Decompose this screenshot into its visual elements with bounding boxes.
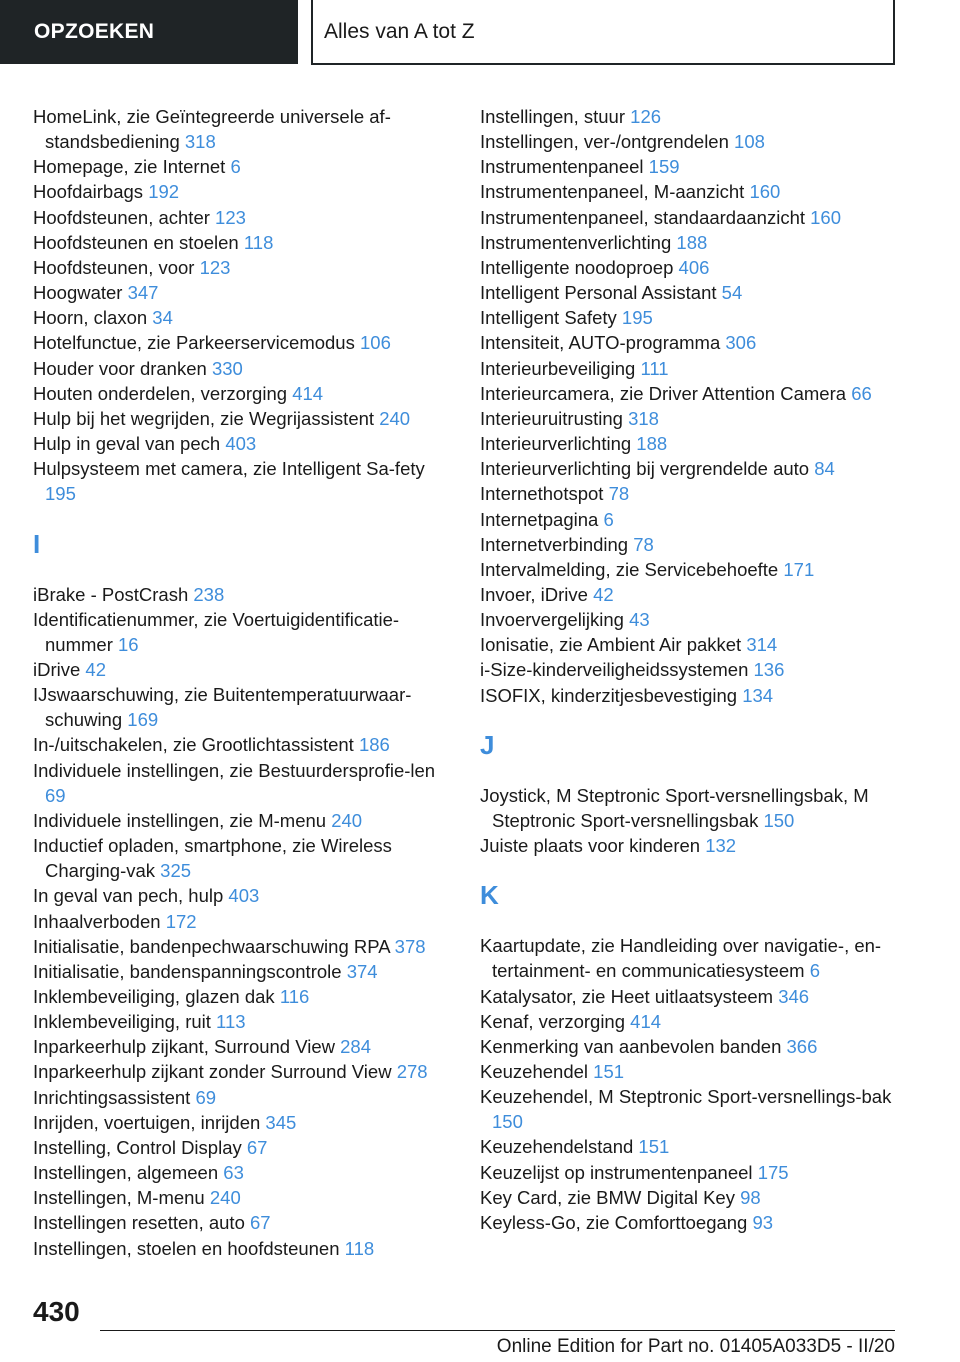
index-entry xyxy=(33,154,443,179)
index-entry-text: Intelligente noodoproep xyxy=(480,256,674,278)
page-reference-link[interactable]: 160 xyxy=(749,181,781,203)
index-entry-text: Hotelfunctue, zie Parkeerservicemodus xyxy=(33,332,355,354)
index-entry-text: Joystick, M Steptronic Sport-versnellingsbak, M Steptronic Sport-versnellingsbak xyxy=(480,784,869,831)
page-reference-link[interactable]: 159 xyxy=(648,156,680,178)
index-entry xyxy=(33,1236,443,1261)
index-entry-text: Instelling, Control Display xyxy=(33,1136,242,1158)
index-entry-text: Instrumentenpaneel xyxy=(480,156,644,178)
page-reference-link[interactable]: 240 xyxy=(379,407,411,429)
index-entry xyxy=(33,1210,443,1235)
index-entry xyxy=(480,305,900,330)
index-entry-text: In geval van pech, hulp xyxy=(33,885,224,907)
index-entry-text: Interieuruitrusting xyxy=(480,407,623,429)
index-entry-text: Hulp bij het wegrijden, zie Wegrijassistent xyxy=(33,407,375,429)
index-entry xyxy=(33,406,443,431)
index-entry xyxy=(480,1059,900,1084)
index-entry xyxy=(33,356,443,381)
index-entry xyxy=(33,833,443,883)
page-reference-link[interactable]: 123 xyxy=(215,206,246,228)
page-reference-link[interactable]: 186 xyxy=(358,734,390,756)
header-tab xyxy=(0,0,298,64)
index-entry-text: Hoofdsteunen, achter xyxy=(33,206,210,228)
index-entry xyxy=(33,104,443,154)
page-reference-link[interactable]: 347 xyxy=(127,282,159,304)
index-entry-text: Houder voor dranken xyxy=(33,357,207,379)
page-reference-link[interactable]: 151 xyxy=(638,1136,670,1158)
index-entry xyxy=(480,657,900,682)
index-column-left xyxy=(33,104,443,1261)
index-entry-text: Kaartupdate, zie Handleiding over navigatie-, en‐tertainment- en communicatiesysteem xyxy=(480,935,882,982)
index-entry xyxy=(480,154,900,179)
index-entry-text: Intervalmelding, zie Servicebehoefte xyxy=(480,558,779,580)
index-entry xyxy=(480,1210,900,1235)
index-entry xyxy=(33,230,443,255)
page-reference-link[interactable]: 169 xyxy=(127,709,159,731)
page-reference-link[interactable]: 108 xyxy=(734,131,765,153)
index-entry-text: Keyless-Go, zie Comforttoegang xyxy=(480,1211,748,1233)
page-reference-link[interactable]: 134 xyxy=(742,684,774,706)
page-reference-link[interactable]: 306 xyxy=(725,332,757,354)
index-entry-text: Inrichtingsassistent xyxy=(33,1086,191,1108)
index-entry xyxy=(480,783,900,833)
index-entry xyxy=(33,1085,443,1110)
page-reference-link[interactable]: 16 xyxy=(118,633,139,655)
page-reference-link[interactable]: 66 xyxy=(851,382,872,404)
page-reference-link[interactable]: 118 xyxy=(344,1237,375,1259)
page-reference-link[interactable]: 67 xyxy=(250,1212,271,1234)
index-entry xyxy=(480,833,900,858)
index-entry-text: Keuzelijst op instrumentenpaneel xyxy=(480,1161,753,1183)
page-reference-link[interactable]: 126 xyxy=(630,106,662,127)
index-entry xyxy=(33,205,443,230)
index-entry-text: Houten onderdelen, verzorging xyxy=(33,382,288,404)
page-reference-link[interactable]: 111 xyxy=(640,357,669,379)
index-entry xyxy=(33,255,443,280)
index-entry xyxy=(480,481,900,506)
index-entry xyxy=(33,1185,443,1210)
page-reference-link[interactable]: 195 xyxy=(45,483,76,505)
index-entry-text: ISOFIX, kinderzitjesbevestiging xyxy=(480,684,738,706)
index-entry-text: Keuzehendel, M Steptronic Sport-versnellings‐bak xyxy=(480,1086,892,1108)
index-entry-text: Initialisatie, bandenpechwaarschuwing RPA xyxy=(33,935,390,957)
index-entry xyxy=(33,1034,443,1059)
page-reference-link[interactable]: 240 xyxy=(209,1187,241,1209)
index-entry-text: Kenmerking van aanbevolen banden xyxy=(480,1035,782,1057)
index-entry-text: Inparkeerhulp zijkant, Surround View xyxy=(33,1036,335,1058)
page-reference-link[interactable]: 346 xyxy=(778,985,810,1007)
index-entry xyxy=(33,280,443,305)
index-entry xyxy=(480,683,900,708)
page-reference-link[interactable]: 116 xyxy=(279,986,310,1007)
index-column-right xyxy=(480,104,900,1235)
index-entry-text: Inklembeveiliging, glazen dak xyxy=(33,986,275,1007)
index-entry xyxy=(480,1185,900,1210)
page-reference-link[interactable]: 325 xyxy=(160,860,192,882)
page-reference-link[interactable]: 63 xyxy=(223,1162,244,1184)
page-reference-link[interactable]: 132 xyxy=(705,835,737,857)
index-entry xyxy=(33,1009,443,1034)
index-entry-text: Initialisatie, bandenspanningscontrole xyxy=(33,960,342,982)
index-entry-text: Inklembeveiliging, ruit xyxy=(33,1011,211,1033)
index-letter-heading: I xyxy=(33,528,41,559)
index-entry-text: In-/uitschakelen, zie Grootlichtassistent xyxy=(33,734,354,756)
index-entry xyxy=(33,758,443,808)
index-entry-text: Inductief opladen, smartphone, zie Wireless Charging-vak xyxy=(33,835,392,882)
index-entry xyxy=(480,406,900,431)
page-reference-link[interactable]: 171 xyxy=(783,558,815,580)
index-entry xyxy=(33,607,443,657)
index-entry-text: Interieurverlichting xyxy=(480,433,632,455)
index-entry xyxy=(480,431,900,456)
index-entry-text: Keuzehendelstand xyxy=(480,1136,634,1158)
page-reference-link[interactable]: 414 xyxy=(292,382,324,404)
index-entry-text: iBrake - PostCrash xyxy=(33,583,189,605)
index-entry xyxy=(480,280,900,305)
page-reference-link[interactable]: 406 xyxy=(678,256,710,278)
header-tab-label: OPZOEKEN xyxy=(34,20,155,43)
page-reference-link[interactable]: 172 xyxy=(165,910,197,932)
index-entry xyxy=(480,1034,900,1059)
page-reference-link[interactable]: 314 xyxy=(746,634,778,656)
page-reference-link[interactable]: 84 xyxy=(814,458,835,480)
index-entry xyxy=(480,255,900,280)
page-reference-link[interactable]: 378 xyxy=(394,935,426,957)
index-entry xyxy=(480,507,900,532)
index-entry xyxy=(33,682,443,732)
page-number: 430 xyxy=(33,1296,80,1327)
index-entry-text: Instellingen, algemeen xyxy=(33,1162,219,1184)
index-entry-text: Instellingen, M-menu xyxy=(33,1187,205,1209)
page-reference-link[interactable]: 150 xyxy=(763,809,795,831)
page-reference-link[interactable]: 42 xyxy=(85,658,106,680)
index-entry xyxy=(33,883,443,908)
index-entry-text: Individuele instellingen, zie Bestuurdersprofie‐len xyxy=(33,759,436,781)
index-entry-text: Hoorn, claxon xyxy=(33,307,148,329)
index-entry xyxy=(480,356,900,381)
index-entry xyxy=(480,179,900,204)
page-reference-link[interactable]: 278 xyxy=(396,1061,428,1083)
page-reference-link[interactable]: 403 xyxy=(228,885,260,907)
index-entry xyxy=(480,456,900,481)
index-entry xyxy=(33,179,443,204)
index-entry-text: Instrumentenpaneel, standaardaanzicht xyxy=(480,206,805,228)
index-entry-text: Hulpsysteem met camera, zie Intelligent Sa‐fety xyxy=(33,458,425,480)
index-entry xyxy=(480,104,900,129)
page-reference-link[interactable]: 175 xyxy=(757,1161,789,1183)
page-reference-link[interactable]: 106 xyxy=(360,332,391,354)
page-reference-link[interactable]: 6 xyxy=(230,156,241,178)
index-entry-text: Instellingen, ver-/ontgrendelen xyxy=(480,131,729,153)
index-entry xyxy=(33,1160,443,1185)
index-entry-text: Hoofdsteunen en stoelen xyxy=(33,231,239,253)
index-entry-text: Homepage, zie Internet xyxy=(33,156,226,178)
section-title: Alles van A tot Z xyxy=(324,20,475,43)
page-reference-link[interactable]: 93 xyxy=(752,1211,774,1233)
page-reference-link[interactable]: 43 xyxy=(629,609,650,631)
index-entry xyxy=(33,330,443,355)
index-entry-text: Inhaalverboden xyxy=(33,910,161,932)
index-entry xyxy=(33,1135,443,1160)
page-reference-link[interactable]: 78 xyxy=(608,483,630,505)
index-entry xyxy=(33,305,443,330)
page-reference-link[interactable]: 192 xyxy=(148,181,180,203)
index-entry xyxy=(480,1160,900,1185)
index-entry-text: Instrumentenpaneel, M-aanzicht xyxy=(480,181,745,203)
footer-edition-text: Online Edition for Part no. 01405A033D5 - II/20 xyxy=(496,1336,895,1357)
page-reference-link[interactable]: 151 xyxy=(593,1061,625,1082)
index-entry-text: Internetverbinding xyxy=(480,533,629,555)
index-entry-text: Internetpagina xyxy=(480,508,599,530)
page-reference-link[interactable]: 188 xyxy=(676,231,708,253)
index-entry-text: Inparkeerhulp zijkant zonder Surround View xyxy=(33,1061,392,1083)
page-reference-link[interactable]: 118 xyxy=(243,231,274,253)
index-entry-text: Interieurbeveiliging xyxy=(480,357,636,379)
footer-divider xyxy=(100,1330,895,1331)
header-divider-left xyxy=(311,0,313,64)
index-entry xyxy=(33,1059,443,1084)
index-entry xyxy=(480,381,900,406)
index-entry xyxy=(33,1110,443,1135)
index-entry-text: Intelligent Personal Assistant xyxy=(480,282,717,304)
index-entry-text: Internethotspot xyxy=(480,483,604,505)
page-reference-link[interactable]: 403 xyxy=(225,433,257,455)
index-entry-text: Kenaf, verzorging xyxy=(480,1010,626,1032)
index-entry-text: Juiste plaats voor kinderen xyxy=(480,835,701,857)
index-entry xyxy=(480,532,900,557)
page-reference-link[interactable]: 67 xyxy=(246,1136,268,1158)
page-reference-link[interactable]: 6 xyxy=(603,508,614,530)
page-reference-link[interactable]: 238 xyxy=(193,583,225,605)
page-reference-link[interactable]: 123 xyxy=(199,256,231,278)
page-reference-link[interactable]: 318 xyxy=(184,131,216,153)
page-reference-link[interactable]: 42 xyxy=(593,583,614,605)
index-entry-text: HomeLink, zie Geïntegreerde universele af‐standsbediening xyxy=(33,106,391,153)
page-reference-link[interactable]: 330 xyxy=(211,357,243,379)
page-reference-link[interactable]: 78 xyxy=(633,533,654,555)
page-reference-link[interactable]: 98 xyxy=(740,1186,761,1208)
index-entry xyxy=(480,1134,900,1159)
index-entry xyxy=(33,984,443,1009)
page-reference-link[interactable]: 6 xyxy=(809,960,821,982)
index-entry-text: Hoofdairbags xyxy=(33,181,144,203)
page-reference-link[interactable]: 69 xyxy=(195,1086,217,1108)
page-reference-link[interactable]: 160 xyxy=(810,206,842,228)
index-entry xyxy=(33,732,443,757)
page-reference-link[interactable]: 136 xyxy=(753,659,785,681)
index-entry xyxy=(480,230,900,255)
index-entry-text: Interieurverlichting bij vergrendelde auto xyxy=(480,458,810,480)
index-entry-text: Instellingen resetten, auto xyxy=(33,1212,245,1234)
index-entry xyxy=(480,632,900,657)
index-entry-text: Interieurcamera, zie Driver Attention Camera xyxy=(480,382,847,404)
index-entry xyxy=(480,984,900,1009)
page-reference-link[interactable]: 113 xyxy=(216,1011,246,1033)
index-entry-text: Individuele instellingen, zie M-menu xyxy=(33,809,327,831)
index-letter-heading: K xyxy=(480,880,499,911)
index-entry xyxy=(480,557,900,582)
page-reference-link[interactable]: 54 xyxy=(721,282,743,304)
index-entry-text: Hoogwater xyxy=(33,282,123,304)
index-entry xyxy=(480,1084,900,1134)
index-entry-text: Instellingen, stoelen en hoofdsteunen xyxy=(33,1237,340,1259)
index-entry-text: Inrijden, voertuigen, inrijden xyxy=(33,1111,261,1133)
index-entry-text: Invoer, iDrive xyxy=(480,583,588,605)
index-entry-text: Instrumentenverlichting xyxy=(480,231,672,253)
index-entry-text: Hoofdsteunen, voor xyxy=(33,256,195,278)
index-entry xyxy=(33,959,443,984)
page-reference-link[interactable]: 284 xyxy=(340,1036,372,1058)
index-entry-text: iDrive xyxy=(33,658,81,680)
page-reference-link[interactable]: 188 xyxy=(636,433,668,455)
index-entry xyxy=(33,909,443,934)
index-entry xyxy=(480,330,900,355)
page-reference-link[interactable]: 345 xyxy=(265,1111,297,1133)
index-entry-text: Katalysator, zie Heet uitlaatsysteem xyxy=(480,985,774,1007)
index-entry xyxy=(33,456,443,506)
index-entry xyxy=(480,933,900,983)
index-entry-text: Keuzehendel xyxy=(480,1061,589,1082)
index-entry xyxy=(33,431,443,456)
index-entry xyxy=(480,129,900,154)
page-reference-link[interactable]: 150 xyxy=(492,1111,523,1133)
page-reference-link[interactable]: 414 xyxy=(630,1010,662,1032)
index-entry-text: Identificatienummer, zie Voertuigidentificatie‐nummer xyxy=(33,608,400,655)
index-entry-text: Intensiteit, AUTO-programma xyxy=(480,332,721,354)
page-reference-link[interactable]: 34 xyxy=(152,307,173,329)
header-divider-right xyxy=(893,0,895,64)
index-entry-text: Hulp in geval van pech xyxy=(33,433,221,455)
index-entry-text: Invoervergelijking xyxy=(480,609,624,631)
index-entry xyxy=(33,934,443,959)
index-entry xyxy=(33,381,443,406)
index-entry-text: Ionisatie, zie Ambient Air pakket xyxy=(480,634,742,656)
index-entry-text: Intelligent Safety xyxy=(480,307,617,329)
index-entry xyxy=(33,808,443,833)
page-reference-link[interactable]: 366 xyxy=(786,1035,818,1057)
page-reference-link[interactable]: 195 xyxy=(621,307,653,329)
index-entry xyxy=(33,657,443,682)
page-reference-link[interactable]: 318 xyxy=(628,407,659,429)
page-reference-link[interactable]: 69 xyxy=(45,784,66,806)
index-entry-text: IJswaarschuwing, zie Buitentemperatuurwaar‐schuwing xyxy=(33,684,412,731)
index-entry xyxy=(33,582,443,607)
index-letter-heading: J xyxy=(480,729,495,760)
index-entry-text: Key Card, zie BMW Digital Key xyxy=(480,1186,735,1208)
index-entry-text: Instellingen, stuur xyxy=(480,106,626,127)
index-entry-text: i-Size-kinderveiligheidssystemen xyxy=(480,659,749,681)
index-entry xyxy=(480,582,900,607)
index-entry xyxy=(480,607,900,632)
page-reference-link[interactable]: 240 xyxy=(331,809,363,831)
index-entry xyxy=(480,205,900,230)
page-reference-link[interactable]: 374 xyxy=(346,960,378,982)
index-entry xyxy=(480,1009,900,1034)
